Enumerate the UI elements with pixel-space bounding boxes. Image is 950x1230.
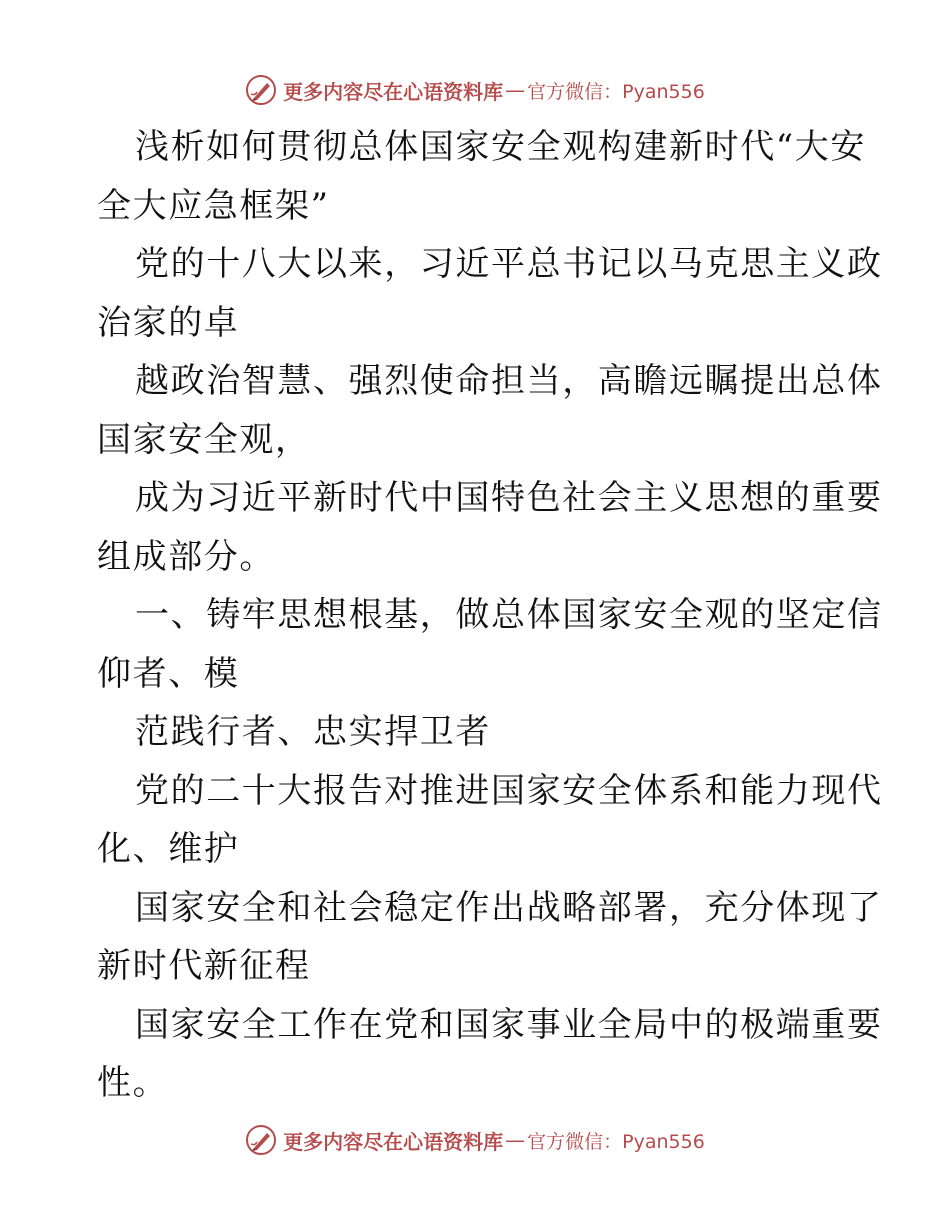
header-separator: — — [505, 78, 526, 102]
body-line: 党的二十大报告对推进国家安全体系和能力现代 — [135, 770, 883, 811]
body-line: 越政治智慧、强烈使命担当，高瞻远瞩提出总体 — [135, 361, 883, 401]
footer-banner — [0, 1120, 950, 1160]
body-line: 全大应急框架” — [97, 185, 330, 226]
footer-wechat-text: 官方微信：Pyan556 — [527, 1130, 705, 1153]
body-line: 成为习近平新时代中国特色社会主义思想的重要 — [135, 478, 883, 518]
header-banner — [0, 70, 950, 110]
body-line: 浅析如何贯彻总体国家安全观构建新时代“大安 — [135, 127, 866, 167]
body-line: 化、维护 — [97, 829, 240, 869]
body-line: 新时代新征程 — [97, 946, 311, 986]
body-line: 国家安全工作在党和国家事业全局中的极端重要 — [135, 1004, 883, 1045]
header-brand-text: 更多内容尽在心语资料库 — [283, 79, 504, 104]
footer-brand-text: 更多内容尽在心语资料库 — [283, 1129, 504, 1154]
body-line: 性。 — [97, 1063, 169, 1103]
quill-pen-logo-icon — [245, 74, 277, 106]
body-line: 国家安全观， — [97, 419, 311, 460]
body-line: 治家的卓 — [97, 302, 240, 343]
body-line: 组成部分。 — [97, 536, 275, 577]
body-line: 范践行者、忠实捍卫者 — [135, 712, 491, 752]
document-body — [97, 118, 883, 1113]
body-line: 仰者、模 — [97, 653, 240, 694]
body-line: 一、铸牢思想根基，做总体国家安全观的坚定信 — [135, 595, 883, 635]
header-wechat-text: 官方微信：Pyan556 — [527, 80, 705, 103]
body-line: 党的十八大以来，习近平总书记以马克思主义政 — [135, 244, 883, 284]
body-line: 国家安全和社会稳定作出战略部署，充分体现了 — [135, 887, 883, 928]
footer-separator: — — [505, 1128, 526, 1152]
quill-pen-logo-icon — [245, 1124, 277, 1156]
